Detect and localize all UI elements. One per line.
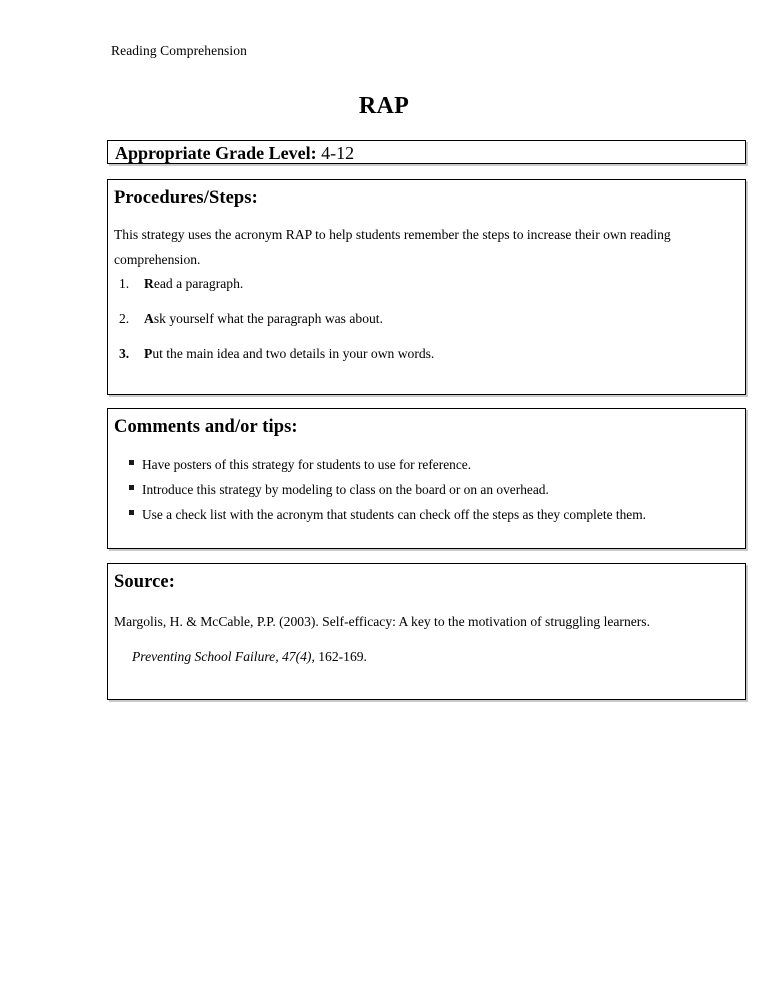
list-item [114,455,739,480]
page-title: RAP [358,93,410,119]
list-item [114,505,739,530]
tip-text: Have posters of this strategy for students to use for reference. [142,457,472,472]
list-item [114,309,734,344]
step-acronym-letter: R [144,276,154,291]
comments-tips-heading: Comments and/or tips: [114,417,298,437]
tip-text: Use a check list with the acronym that students can check off the steps as they complete them. [142,507,646,522]
tip-text: Introduce this strategy by modeling to class on the board or on an overhead. [142,482,549,497]
comments-tips-box [107,408,746,549]
step-body: ut the main idea and two details in your own words. [152,346,435,361]
step-text [144,309,383,329]
step-number: 3. [119,346,130,361]
source-citation-line-2 [132,647,367,667]
source-heading: Source: [114,572,175,592]
filled-square-bullet-icon [129,485,134,490]
filled-square-bullet-icon [129,460,134,465]
source-journal-title: Preventing School Failure, 47(4), [132,649,315,664]
tips-bullet-list [114,455,739,530]
step-acronym-letter: A [144,311,154,326]
list-item [114,344,734,379]
source-box [107,563,746,700]
step-acronym-letter: P [144,346,153,361]
source-citation-line-1: Margolis, H. & McCable, P.P. (2003). Self-efficacy: A key to the motivation of struggling learners. [114,614,650,629]
list-item [114,274,734,309]
step-text [144,274,243,294]
step-number: 2. [119,311,130,326]
step-body: ead a paragraph. [153,276,244,291]
grade-level-box [107,140,746,164]
grade-level-line [115,142,354,164]
grade-level-label: Appropriate Grade Level: [115,143,317,163]
procedures-intro-text: This strategy uses the acronym RAP to help students remember the steps to increase their own reading comprehension. [114,227,671,267]
step-text [144,344,434,364]
grade-level-value: 4-12 [316,143,355,163]
filled-square-bullet-icon [129,510,134,515]
running-header: Reading Comprehension [111,43,247,58]
procedures-box [107,179,746,395]
procedures-heading: Procedures/Steps: [114,188,258,208]
procedures-step-list [114,274,734,379]
list-item [114,480,739,505]
step-number: 1. [119,276,130,291]
step-body: sk yourself what the paragraph was about. [153,311,383,326]
source-page-range: 162-169. [314,649,367,664]
